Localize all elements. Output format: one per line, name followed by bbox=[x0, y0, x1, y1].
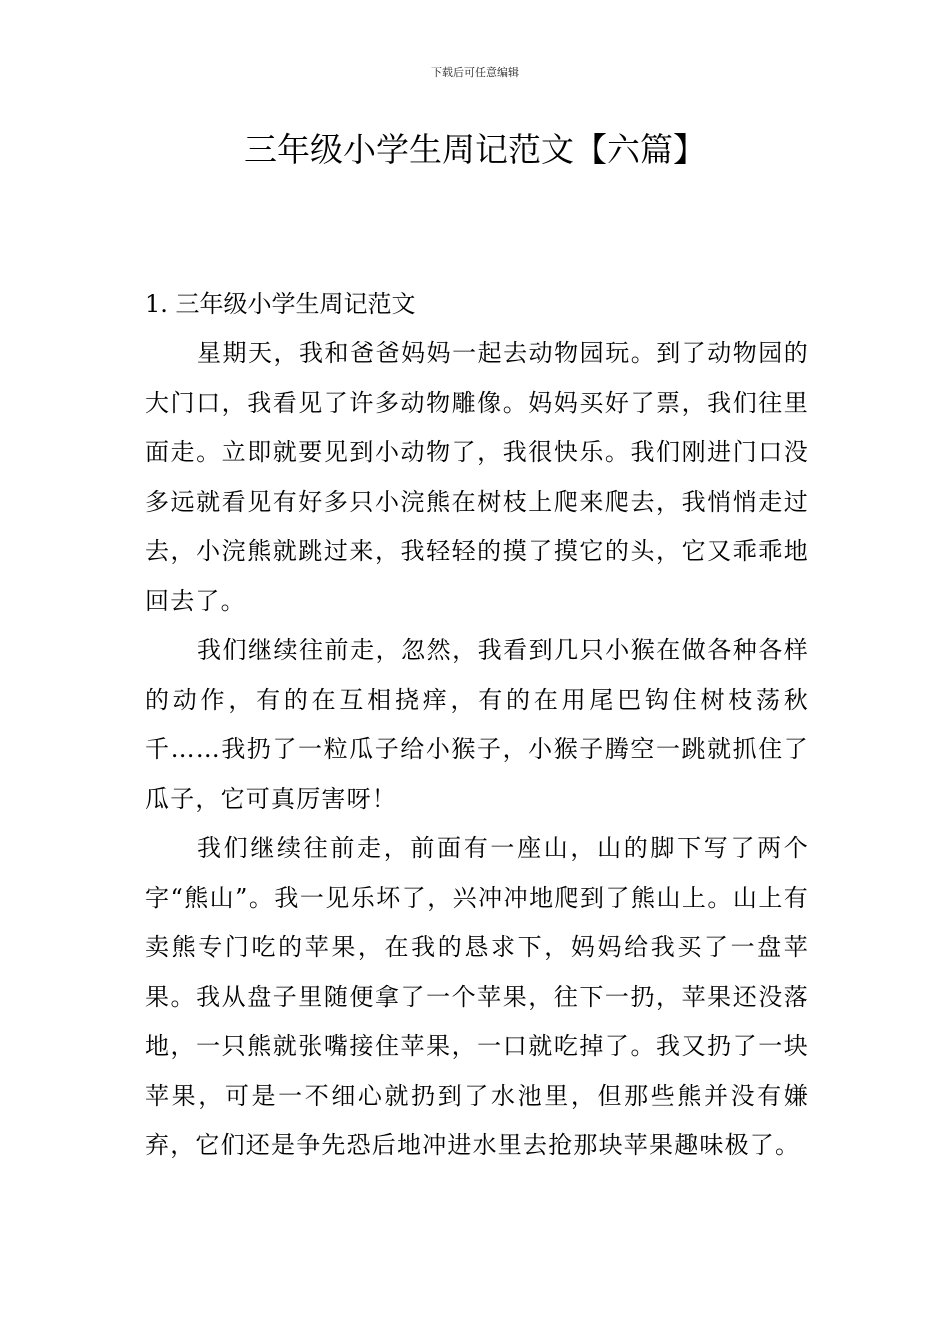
paragraph-bear-mountain: 我们继续往前走，前面有一座山，山的脚下写了两个字“熊山”。我一见乐坏了，兴冲冲地爬到了熊山上。山上有卖熊专门吃的苹果，在我的恳求下，妈妈给我买了一盘苹果。我从盘子里随便拿了一个苹果，往下一扔，苹果还没落地，一只熊就张嘴接住苹果，一口就吃掉了。我又扔了一块苹果，可是一不细心就扔到了水池里，但那些熊并没有嫌弃，它们还是争先恐后地冲进水里去抢那块苹果趣味极了。 bbox=[145, 834, 809, 1159]
article-body bbox=[145, 279, 809, 1171]
page-header-note: 下载后可任意编辑 bbox=[431, 66, 519, 79]
paragraph-monkeys: 我们继续往前走，忽然，我看到几只小猴在做各种各样的动作，有的在互相挠痒，有的在用尾巴钩住树枝荡秋千……我扔了一粒瓜子给小猴子，小猴子腾空一跳就抓住了瓜子，它可真厉害呀！ bbox=[145, 636, 809, 813]
paragraph-zoo-entrance: 星期天，我和爸爸妈妈一起去动物园玩。到了动物园的大门口，我看见了许多动物雕像。妈妈买好了票，我们往里面走。立即就要见到小动物了，我很快乐。我们刚进门口没多远就看见有好多只小浣熊在树枝上爬来爬去，我悄悄走过去，小浣熊就跳过来，我轻轻的摸了摸它的头，它又乖乖地回去了。 bbox=[145, 339, 809, 615]
document-title: 三年级小学生周记范文【六篇】 bbox=[244, 130, 706, 169]
section-heading: 1. 三年级小学生周记范文 bbox=[145, 290, 416, 318]
